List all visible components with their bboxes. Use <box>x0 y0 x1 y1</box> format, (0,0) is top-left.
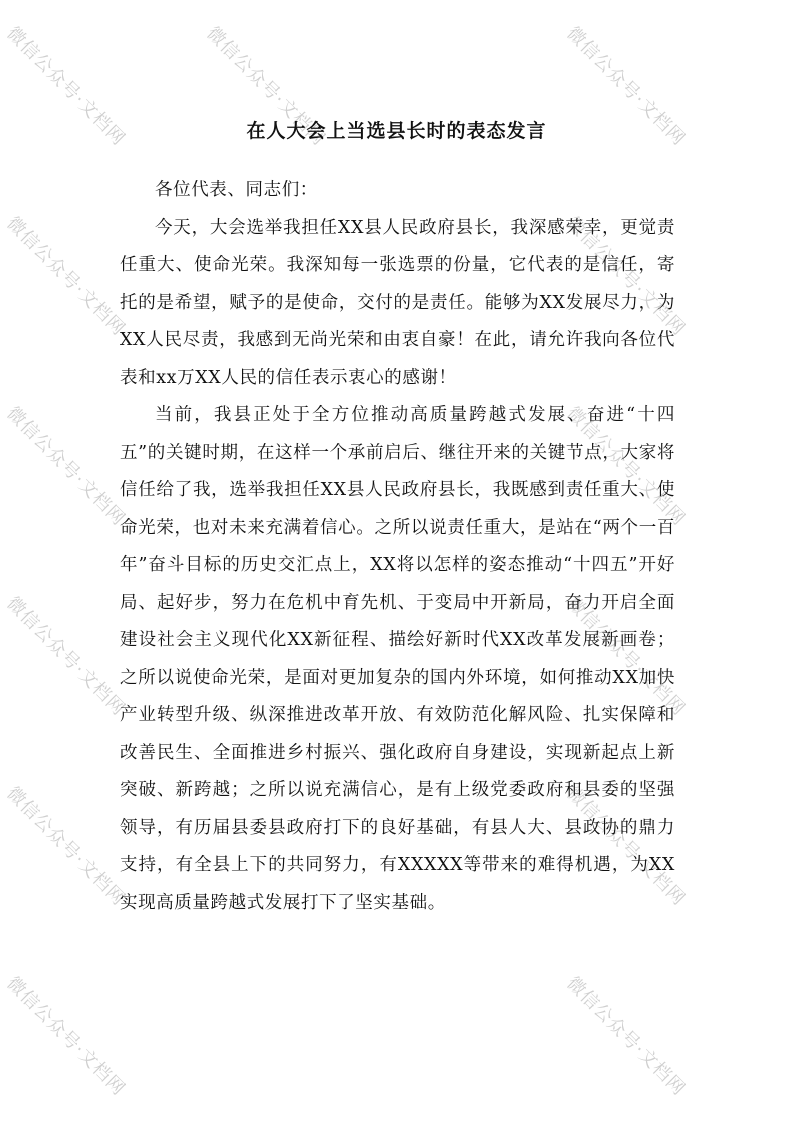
watermark: 微信公众号·文档网 <box>562 22 690 150</box>
watermark: 微信公众号·文档网 <box>2 22 130 150</box>
watermark: 微信公众号·文档网 <box>562 782 690 910</box>
watermark: 微信公众号·文档网 <box>2 212 130 340</box>
paragraph: 今天，大会选举我担任XX县人民政府县长，我深感荣幸，更觉责任重大、使命光荣。我深知每一张选票的份量，它代表的是信任，寄托的是希望，赋予的是使命，交付的是责任。能够为XX发展尽力，为XX人民尽责，我感到无尚光荣和由衷自豪！在此，请允许我向各位代表和xx万XX人民的信任表示衷心的感谢！ <box>120 217 675 388</box>
watermark: 微信公众号·文档网 <box>202 22 330 150</box>
watermark: 微信公众号·文档网 <box>2 972 130 1100</box>
watermark: 微信公众号·文档网 <box>562 212 690 340</box>
paragraph: 当前，我县正处于全方位推动高质量跨越式发展、奋进“十四五”的关键时期，在这样一个承前启后、继往开来的关键节点，大家将信任给了我，选举我担任XX县人民政府县长，我既感到责任重大、使命光荣，也对未来充满着信心。之所以说责任重大，是站在“两个一百年”奋斗目标的历史交汇点上，XX将以怎样的姿态推动“十四五”开好局、起好步，努力在危机中育先机、于变局中开新局，奋力开启全面建设社会主义现代化XX新征程、描绘好新时代XX改革发展新画卷；之所以说使命光荣，是面对更加复杂的国内外环境，如何推动XX加快产业转型升级、纵深推进改革开放、有效防范化解风险、扎实保障和改善民生、全面推进乡村振兴、强化政府自身建设，实现新起点上新突破、新跨越；之所以说充满信心，是有上级党委政府和县委的坚强领导，有历届县委县政府打下的良好基础，有县人大、县政协的鼎力支持，有全县上下的共同努力，有XXXXX等带来的难得机遇，为XX实现高质量跨越式发展打下了坚实基础。 <box>120 405 675 913</box>
watermark: 微信公众号·文档网 <box>562 972 690 1100</box>
watermark: 微信公众号·文档网 <box>562 402 690 530</box>
salutation: 各位代表、同志们： <box>155 180 318 200</box>
document-title: 在人大会上当选县长时的表态发言 <box>246 120 547 142</box>
watermark: 微信公众号·文档网 <box>562 592 690 720</box>
document-body <box>120 172 675 922</box>
watermark: 微信公众号·文档网 <box>2 402 130 530</box>
watermark: 微信公众号·文档网 <box>2 782 130 910</box>
watermark: 微信公众号·文档网 <box>2 592 130 720</box>
